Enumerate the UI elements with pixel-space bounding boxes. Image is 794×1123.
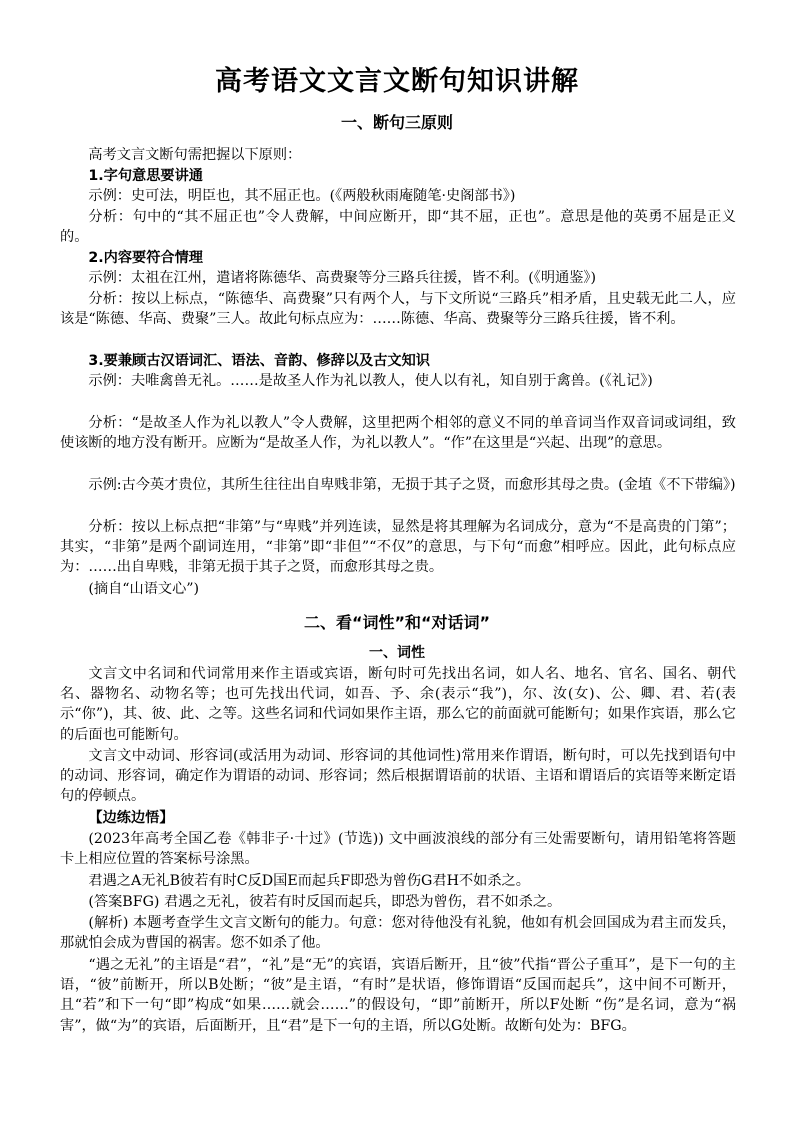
section1-heading: 一、断句三原则: [340, 113, 453, 132]
principle3-heading: 3.要兼顾古汉语词汇、语法、音韵、修辞以及古文知识: [88, 353, 430, 369]
principle3-analysis2: 分析：按以上标点把“非第”与“卑贱”并列连读，显然是将其理解为名词成分，意为“不是高贵的门第”；其实，“非第”是两个副词连用，“非第”即“非但”“不仅”的意思，与下句“而愈”相呼应。因此，此句标点应为：……出自卑贱，非第无损于其子之贤，而愈形其母之贵。: [60, 519, 736, 576]
practice-label: 【边练边悟】: [88, 810, 174, 826]
explanation-1: (解析) 本题考查学生文言文断句的能力。句意：您对待他没有礼貌，他如有机会回国成为君主而发兵，那就怕会成为曹国的祸害。您不如杀了他。: [60, 915, 736, 952]
principle3-example1: 示例：夫唯禽兽无礼。……是故圣人作为礼以教人，使人以有礼，知自别于禽兽。(《礼记》): [88, 373, 653, 389]
principle2-example: 示例：太祖在江州，遣诸将陈德华、高费聚等分三路兵往援，皆不利。(《明通鉴》): [88, 270, 597, 286]
explanation-2: “遇之无礼”的主语是“君”，“礼”是“无”的宾语，宾语后断开，且“彼”代指“晋公子重耳”，是下一句的主语，“彼”前断开，所以B处断；“彼”是主语，“有时”是状语，修饰谓语“反国而起兵”，这中间不可断开，且“若”和下一句“即”构成“如果……就会……”的假设句，“即”前断开，所以F处断 “伤”是名词，意为“祸害”，做“为”的宾语，后面断开，且“君”是下一句的主语，所以G处断。故断句处为：BFG。: [60, 957, 736, 1034]
principle3-example2: 示例:古今英才贵位，其所生往往出自卑贱非第，无损于其子之贤，而愈形其母之贵。(金埴《不下带编》): [88, 477, 736, 493]
source-note: (摘自“山语文心”): [88, 581, 200, 597]
question-intro: (2023年高考全国乙卷《韩非子·十过》(节选)) 文中画波浪线的部分有三处需要断句，请用铅笔将答题卡上相应位置的答案标号涂黑。: [60, 831, 736, 868]
principle1-analysis: 分析：句中的“其不屈正也”令人费解，中间应断开，即“其不屈，正也”。意思是他的英勇不屈是正义的。: [60, 209, 736, 246]
section2-paragraph2: 文言文中动词、形容词(或活用为动词、形容词的其他词性)常用来作谓语，断句时，可以先找到语句中的动词、形容词，确定作为谓语的动词、形容词；然后根据谓语前的状语、主语和谓语后的宾语等来断定语句的停顿点。: [60, 748, 736, 805]
section2-paragraph1: 文言文中名词和代词常用来作主语或宾语，断句时可先找出名词，如人名、地名、官名、国名、朝代名、器物名、动物名等；也可先找出代词，如吾、予、余(表示“我”)，尔、汝(女)、公、卿、君、若(表示“你”)，其、彼、此、之等。这些名词和代词如果作主语，那么它的前面就可能断句；如果作宾语，那么它的后面也可能断句。: [60, 666, 736, 743]
document-title: 高考语文文言文断句知识讲解: [215, 66, 579, 97]
principle3-analysis1: 分析：“是故圣人作为礼以教人”令人费解，这里把两个相邻的意义不同的单音词当作双音词或词组，致使该断的地方没有断开。应断为“是故圣人作，为礼以教人”。“作”在这里是“兴起、出现”的意思。: [60, 415, 736, 452]
section2-heading: 二、看“词性”和“对话词”: [303, 613, 491, 632]
principle1-example: 示例：史可法，明臣也，其不屈正也。(《两般秋雨庵随笔·史阁部书》): [88, 188, 516, 204]
principle2-analysis: 分析：按以上标点，“陈德华、高费聚”只有两个人，与下文所说“三路兵”相矛盾，且史载无此二人，应该是“陈德、华高、费聚”三人。故此句标点应为：……陈德、华高、费聚等分三路兵往援，皆不利。: [60, 291, 736, 328]
question-text: 君遇之A无礼B彼若有时C反D国E而起兵F即恐为曾伤G君H不如杀之。: [88, 873, 530, 889]
section2-subheading: 一、词性: [369, 645, 425, 661]
principle2-heading: 2.内容要符合情理: [88, 250, 203, 266]
principle1-heading: 1.字句意思要讲通: [88, 168, 203, 184]
section1-intro: 高考文言文断句需把握以下原则：: [88, 147, 302, 163]
answer: (答案BFG) 君遇之无礼，彼若有时反国而起兵，即恐为曾伤，君不如杀之。: [88, 894, 562, 910]
